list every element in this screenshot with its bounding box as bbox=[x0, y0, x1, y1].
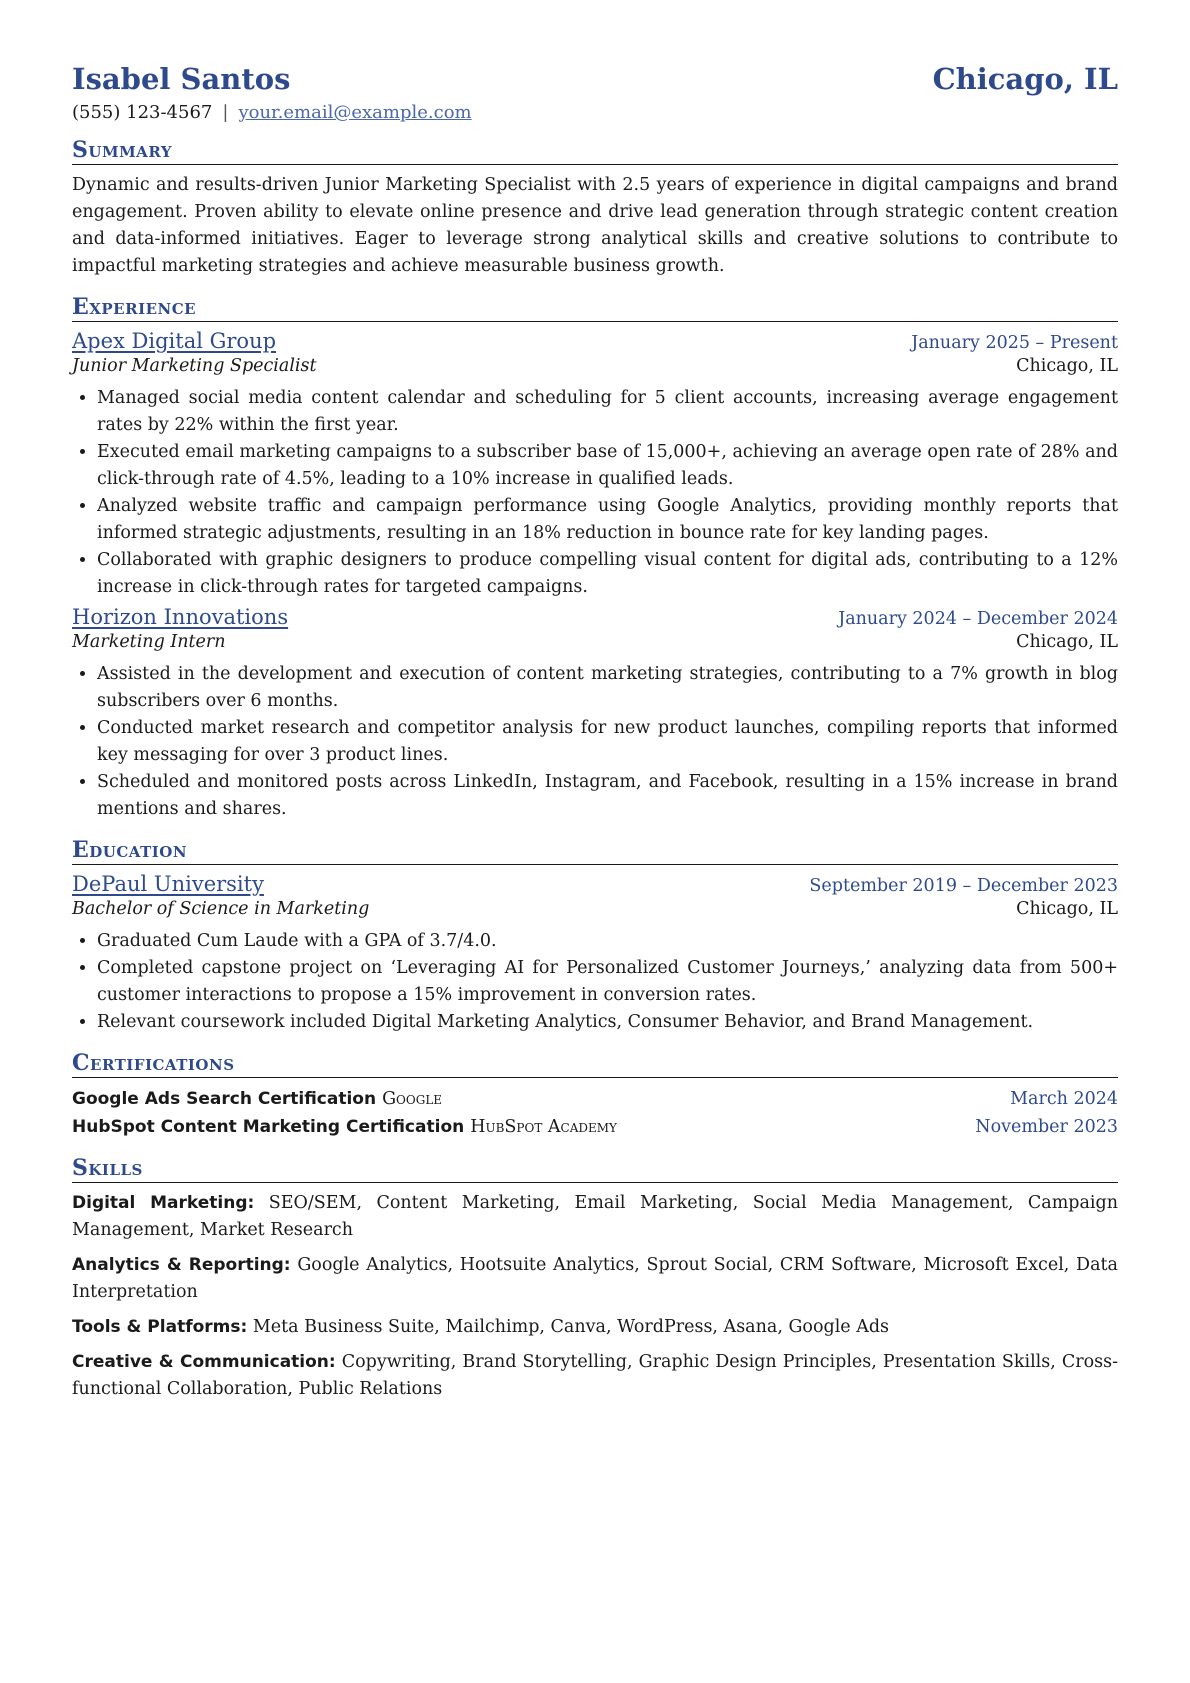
certification-date: November 2023 bbox=[975, 1117, 1118, 1137]
university-link[interactable]: DePaul University bbox=[72, 872, 264, 896]
certification-name: HubSpot Content Marketing Certification bbox=[72, 1117, 465, 1137]
section-title-education: Education bbox=[72, 837, 1118, 865]
summary-section bbox=[72, 137, 1118, 280]
section-title-summary: Summary bbox=[72, 137, 1118, 165]
skill-row bbox=[72, 1252, 1118, 1306]
list-item: • Graduated Cum Laude with a GPA of 3.7/4.0. bbox=[97, 928, 1118, 955]
certification-issuer: Google bbox=[382, 1089, 443, 1109]
phone-number: (555) 123-4567 bbox=[72, 102, 213, 123]
list-item: • Managed social media content calendar and scheduling for 5 client accounts, increasing average engagement rates by 22% within the first year. bbox=[97, 385, 1118, 439]
header-city: Chicago, IL bbox=[932, 62, 1118, 96]
skill-label: Creative & Communication: bbox=[72, 1352, 336, 1372]
job-dates: January 2025 – Present bbox=[911, 333, 1118, 353]
job-bullets bbox=[72, 385, 1118, 601]
list-item: • Conducted market research and competitor analysis for new product launches, compiling reports that informed key messaging for over 3 product lines. bbox=[97, 715, 1118, 769]
email-link[interactable]: your.email@example.com bbox=[238, 102, 472, 123]
skill-row bbox=[72, 1190, 1118, 1244]
education-location: Chicago, IL bbox=[1016, 899, 1118, 919]
skill-row bbox=[72, 1349, 1118, 1403]
list-item: • Scheduled and monitored posts across LinkedIn, Instagram, and Facebook, resulting in a 15% increase in brand mentions and shares. bbox=[97, 769, 1118, 823]
job-location: Chicago, IL bbox=[1016, 632, 1118, 652]
list-item: • Completed capstone project on ‘Leveraging AI for Personalized Customer Journeys,’ analyzing data from 500+ customer interactions to propose a 15% improvement in conversion rates. bbox=[97, 955, 1118, 1009]
skill-text: SEO/SEM, Content Marketing, Email Marketing, Social Media Management, Campaign Management, Market Research bbox=[72, 1193, 1119, 1240]
certification-name: Google Ads Search Certification bbox=[72, 1089, 377, 1109]
certification-row bbox=[72, 1085, 1118, 1113]
skill-text: Copywriting, Brand Storytelling, Graphic Design Principles, Presentation Skills, Cross-functional Collaboration, Public Relations bbox=[72, 1352, 1118, 1399]
certification-row bbox=[72, 1113, 1118, 1141]
job-bullets bbox=[72, 661, 1118, 823]
skill-text: Meta Business Suite, Mailchimp, Canva, WordPress, Asana, Google Ads bbox=[252, 1317, 890, 1337]
contact-line bbox=[72, 102, 1118, 123]
section-title-experience: Experience bbox=[72, 294, 1118, 322]
job-role: Junior Marketing Specialist bbox=[72, 356, 317, 376]
contact-separator: | bbox=[222, 102, 229, 123]
list-item: • Relevant coursework included Digital Marketing Analytics, Consumer Behavior, and Brand Management. bbox=[97, 1009, 1118, 1036]
section-title-certifications: Certifications bbox=[72, 1050, 1118, 1078]
certifications-section bbox=[72, 1050, 1118, 1141]
skills-section bbox=[72, 1155, 1118, 1403]
list-item: • Collaborated with graphic designers to produce compelling visual content for digital ads, contributing to a 12% increase in click-through rates for targeted campaigns. bbox=[97, 547, 1118, 601]
job-location: Chicago, IL bbox=[1016, 356, 1118, 376]
education-bullets bbox=[72, 928, 1118, 1036]
certification-date: March 2024 bbox=[1010, 1089, 1118, 1109]
skill-label: Analytics & Reporting: bbox=[72, 1255, 291, 1275]
skill-row bbox=[72, 1314, 1118, 1341]
company-link-horizon[interactable]: Horizon Innovations bbox=[72, 605, 289, 629]
education-entry bbox=[72, 872, 1118, 1036]
company-link-apex[interactable]: Apex Digital Group bbox=[72, 329, 277, 353]
certification-issuer: HubSpot Academy bbox=[470, 1117, 617, 1137]
header bbox=[72, 62, 1118, 96]
job-entry-apex bbox=[72, 329, 1118, 601]
section-title-skills: Skills bbox=[72, 1155, 1118, 1183]
experience-section bbox=[72, 294, 1118, 823]
list-item: • Assisted in the development and execution of content marketing strategies, contributing to a 7% growth in blog subscribers over 6 months. bbox=[97, 661, 1118, 715]
job-entry-horizon bbox=[72, 605, 1118, 823]
skill-text: Google Analytics, Hootsuite Analytics, Sprout Social, CRM Software, Microsoft Excel, Data Interpretation bbox=[72, 1255, 1118, 1302]
list-item: • Analyzed website traffic and campaign performance using Google Analytics, providing monthly reports that informed strategic adjustments, resulting in an 18% reduction in bounce rate for key landing pages. bbox=[97, 493, 1118, 547]
job-dates: January 2024 – December 2024 bbox=[838, 609, 1118, 629]
list-item: • Executed email marketing campaigns to a subscriber base of 15,000+, achieving an average open rate of 28% and click-through rate of 4.5%, leading to a 10% increase in qualified leads. bbox=[97, 439, 1118, 493]
education-section bbox=[72, 837, 1118, 1036]
skill-label: Digital Marketing: bbox=[72, 1193, 255, 1213]
degree: Bachelor of Science in Marketing bbox=[72, 899, 370, 919]
skill-label: Tools & Platforms: bbox=[72, 1317, 248, 1337]
candidate-name: Isabel Santos bbox=[72, 62, 291, 96]
education-dates: September 2019 – December 2023 bbox=[809, 876, 1118, 896]
job-role: Marketing Intern bbox=[72, 632, 226, 652]
summary-text: Dynamic and results-driven Junior Marketing Specialist with 2.5 years of experience in digital campaigns and brand engagement. Proven ability to elevate online presence and drive lead generation through strategic content creation and data-informed initiatives. Eager to leverage strong analytical skills and creative solutions to contribute to impactful marketing strategies and achieve measurable business growth. bbox=[72, 175, 1118, 276]
